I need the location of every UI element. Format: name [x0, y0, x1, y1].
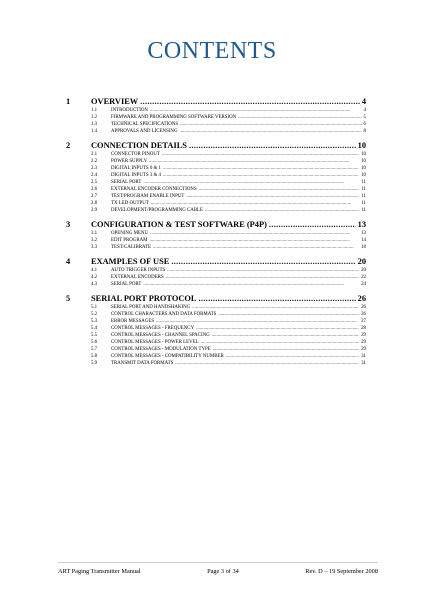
toc-entry-number: 5.8	[91, 354, 98, 359]
toc-entry-page: 11	[361, 194, 366, 199]
toc-entry[interactable]	[66, 237, 366, 244]
toc-entry-title: DIGITAL INPUTS 0 & 1	[111, 166, 161, 171]
toc-leader-dots	[153, 244, 359, 251]
toc-entry[interactable]	[66, 274, 366, 281]
toc-entry-title: ERROR MESSAGES	[111, 319, 155, 324]
toc-leader-dots	[143, 281, 359, 288]
toc-entry[interactable]	[66, 200, 366, 207]
toc-entry-page: 10	[361, 166, 366, 171]
toc-entry-title: TX LED OUTPUT	[111, 201, 149, 206]
toc-entry-number: 5.7	[91, 347, 98, 352]
table-of-contents	[66, 96, 366, 372]
toc-entry-page: 10	[361, 159, 366, 164]
toc-leader-dots	[150, 230, 359, 237]
toc-entry-number: 5.2	[91, 312, 98, 317]
toc-entry-title: CONTROL CHARACTERS AND DATA FORMATS	[111, 312, 217, 317]
toc-entry-title: CONTROL MESSAGES - CHANNEL SPACING	[111, 333, 210, 338]
toc-entry[interactable]	[66, 128, 366, 135]
toc-leader-dots	[205, 207, 359, 214]
toc-section-page: 13	[357, 220, 366, 229]
toc-entry-title: TEST/PROGRAM ENABLE INPUT	[111, 194, 185, 199]
toc-entry-title: OPENING MENU	[111, 231, 149, 236]
toc-entry[interactable]	[66, 360, 366, 367]
toc-entry-title: CONTROL MESSAGES - COMPATIBILITY NUMBER	[111, 354, 224, 359]
toc-entry[interactable]	[66, 151, 366, 158]
toc-entry-page: 24	[361, 282, 366, 287]
toc-entry[interactable]	[66, 244, 366, 251]
toc-entry-page: 31	[361, 354, 366, 359]
toc-entry-number: 2.5	[91, 180, 98, 185]
toc-entry-page: 11	[361, 187, 366, 192]
toc-section-page: 20	[357, 257, 366, 266]
toc-entry[interactable]	[66, 230, 366, 237]
toc-entry-number: 1.1	[91, 108, 98, 113]
toc-entry-number: 5.6	[91, 340, 98, 345]
toc-leader-dots	[186, 193, 359, 200]
toc-entry-page: 27	[361, 319, 366, 324]
toc-entry[interactable]	[66, 193, 366, 200]
toc-section-title: OVERVIEW	[91, 97, 139, 106]
toc-entry-title: DEVELOPMENT/PROGRAMMING CABLE	[111, 208, 203, 213]
toc-section-number: 3	[66, 220, 71, 229]
toc-leader-dots	[163, 165, 359, 172]
toc-entry-number: 2.3	[91, 166, 98, 171]
toc-leader-dots	[166, 274, 359, 281]
toc-entry-title: TRANSMIT DATA FORMATS	[111, 361, 174, 366]
toc-entry-title: CONTROL MESSAGES - MODULATION TYPE	[111, 347, 211, 352]
toc-entry-title: CONNECTOR PINOUT	[111, 152, 160, 157]
toc-section	[66, 140, 366, 214]
toc-leader-dots	[196, 325, 359, 332]
toc-section-heading[interactable]	[66, 219, 366, 230]
toc-entry-title: EXTERNAL ENCODERS	[111, 275, 164, 280]
toc-section	[66, 256, 366, 288]
toc-entry[interactable]	[66, 107, 366, 114]
toc-entry-number: 5.9	[91, 361, 98, 366]
footer-manual-title: ART Paging Transmitter Manual	[58, 568, 141, 575]
toc-entry[interactable]	[66, 165, 366, 172]
toc-leader-dots	[156, 318, 359, 325]
toc-entry[interactable]	[66, 332, 366, 339]
toc-entry-page: 28	[361, 326, 366, 331]
toc-entry-number: 3.1	[91, 231, 98, 236]
toc-entry-title: DIGITAL INPUTS 3 & 4	[111, 173, 161, 178]
toc-entry-page: 6	[363, 122, 366, 127]
toc-leader-dots	[171, 256, 355, 267]
toc-entry-title: FIRMWARE AND PROGRAMMING SOFTWARE VERSION	[111, 115, 237, 120]
toc-leader-dots	[162, 151, 359, 158]
toc-section-heading[interactable]	[66, 256, 366, 267]
toc-section-number: 5	[66, 294, 71, 303]
toc-leader-dots	[167, 267, 359, 274]
toc-entry-page: 11	[361, 208, 366, 213]
toc-entry-page: 8	[363, 129, 366, 134]
toc-entry-page: 26	[361, 305, 366, 310]
toc-entry[interactable]	[66, 339, 366, 346]
toc-section-title: EXAMPLES OF USE	[91, 257, 170, 266]
toc-section	[66, 293, 366, 367]
toc-section-page: 4	[361, 97, 366, 106]
toc-entry-title: EDIT PROGRAM	[111, 238, 148, 243]
toc-section	[66, 96, 366, 135]
toc-entry-number: 4.3	[91, 282, 98, 287]
toc-entry-page: 10	[361, 152, 366, 157]
toc-entry-title: APPROVALS AND LICENSING	[111, 129, 178, 134]
toc-entry-page: 26	[361, 312, 366, 317]
toc-entry[interactable]	[66, 325, 366, 332]
toc-entry-page: 29	[361, 333, 366, 338]
toc-entry-page: 10	[361, 173, 366, 178]
toc-entry-number: 5.5	[91, 333, 98, 338]
toc-entry-title: SERIAL PORT	[111, 282, 142, 287]
toc-entry-title: EXTERNAL ENCODER CONNECTIONS	[111, 187, 197, 192]
toc-entry-title: SERIAL PORT	[111, 180, 142, 185]
toc-entry-number: 1.3	[91, 122, 98, 127]
toc-entry-page: 5	[363, 115, 366, 120]
toc-entry-page: 29	[361, 347, 366, 352]
toc-entry[interactable]	[66, 346, 366, 353]
toc-leader-dots	[199, 293, 356, 304]
toc-entry-number: 5.1	[91, 305, 98, 310]
toc-entry-title: CONTROL MESSAGES - FREQUENCY	[111, 326, 195, 331]
toc-entry[interactable]	[66, 304, 366, 311]
toc-section-title: CONNECTION DETAILS	[91, 141, 187, 150]
toc-leader-dots	[238, 114, 361, 121]
toc-section-heading[interactable]	[66, 96, 366, 107]
toc-entry[interactable]	[66, 311, 366, 318]
toc-entry[interactable]	[66, 114, 366, 121]
toc-section-heading[interactable]	[66, 140, 366, 151]
toc-section-number: 1	[66, 97, 71, 106]
toc-leader-dots	[149, 158, 359, 165]
toc-entry[interactable]	[66, 158, 366, 165]
toc-entry-number: 5.4	[91, 326, 98, 331]
toc-leader-dots	[218, 311, 359, 318]
toc-entry[interactable]	[66, 179, 366, 186]
toc-leader-dots	[226, 353, 359, 360]
toc-leader-dots	[269, 219, 356, 230]
toc-leader-dots	[140, 96, 360, 107]
toc-entry-page: 22	[361, 275, 366, 280]
toc-entry-number: 2.6	[91, 187, 98, 192]
toc-entry-number: 1.2	[91, 115, 98, 120]
toc-section	[66, 219, 366, 251]
toc-entry-number: 5.3	[91, 319, 98, 324]
toc-entry-page: 29	[361, 340, 366, 345]
page-footer	[58, 568, 378, 575]
toc-entry-title: CONTROL MESSAGES - POWER LEVEL	[111, 340, 199, 345]
toc-entry-number: 2.2	[91, 159, 98, 164]
toc-entry-number: 2.4	[91, 173, 98, 178]
toc-entry[interactable]	[66, 121, 366, 128]
toc-section-title: SERIAL PORT PROTOCOL	[91, 294, 197, 303]
toc-entry[interactable]	[66, 281, 366, 288]
toc-section-number: 4	[66, 257, 71, 266]
toc-entry-number: 3.2	[91, 238, 98, 243]
toc-leader-dots	[189, 140, 356, 151]
toc-section-heading[interactable]	[66, 293, 366, 304]
toc-section-title: CONFIGURATION & TEST SOFTWARE (P4P)	[91, 220, 267, 229]
toc-entry-page: 14	[361, 238, 366, 243]
toc-entry[interactable]	[66, 267, 366, 274]
toc-leader-dots	[201, 339, 360, 346]
footer-revision: Rev. D – 19 September 2008	[305, 568, 378, 575]
toc-entry-page: 11	[361, 180, 366, 185]
toc-entry-number: 2.8	[91, 201, 98, 206]
toc-entry-page: 18	[361, 245, 366, 250]
toc-section-page: 10	[357, 141, 366, 150]
toc-section-page: 26	[357, 294, 366, 303]
toc-entry-number: 3.3	[91, 245, 98, 250]
toc-entry[interactable]	[66, 353, 366, 360]
toc-entry-title: INTRODUCTION	[111, 108, 148, 113]
toc-entry-title: TEST/CALIBRATE	[111, 245, 151, 250]
page-title: CONTENTS	[147, 38, 277, 64]
footer-divider	[58, 562, 378, 563]
toc-entry-page: 20	[361, 268, 366, 273]
toc-entry[interactable]	[66, 186, 366, 193]
toc-leader-dots	[180, 121, 361, 128]
toc-leader-dots	[149, 237, 359, 244]
toc-entry-number: 2.9	[91, 208, 98, 213]
toc-leader-dots	[163, 172, 359, 179]
toc-entry-title: AUTO TRIGGER INPUTS	[111, 268, 166, 273]
toc-entry-number: 1.4	[91, 129, 98, 134]
toc-entry-title: POWER SUPPLY	[111, 159, 148, 164]
toc-entry-title: TECHNICAL SPECIFICATIONS	[111, 122, 179, 127]
toc-leader-dots	[151, 200, 360, 207]
toc-leader-dots	[175, 360, 359, 367]
toc-entry-title: SERIAL PORT AND HANDSHAKING	[111, 305, 191, 310]
toc-entry-number: 4.1	[91, 268, 98, 273]
toc-leader-dots	[143, 179, 359, 186]
toc-leader-dots	[192, 304, 359, 311]
footer-page-number: Page 3 of 34	[207, 568, 239, 575]
toc-entry-number: 2.7	[91, 194, 98, 199]
toc-entry[interactable]	[66, 207, 366, 214]
toc-entry-number: 2.1	[91, 152, 98, 157]
toc-entry-page: 11	[361, 201, 366, 206]
toc-section-number: 2	[66, 141, 71, 150]
toc-leader-dots	[180, 128, 362, 135]
toc-entry-page: 31	[361, 361, 366, 366]
toc-entry[interactable]	[66, 172, 366, 179]
toc-leader-dots	[199, 186, 360, 193]
toc-entry-page: 4	[363, 108, 366, 113]
toc-leader-dots	[212, 332, 359, 339]
toc-leader-dots	[150, 107, 362, 114]
toc-entry-page: 13	[361, 231, 366, 236]
toc-entry[interactable]	[66, 318, 366, 325]
toc-leader-dots	[213, 346, 359, 353]
toc-entry-number: 4.2	[91, 275, 98, 280]
